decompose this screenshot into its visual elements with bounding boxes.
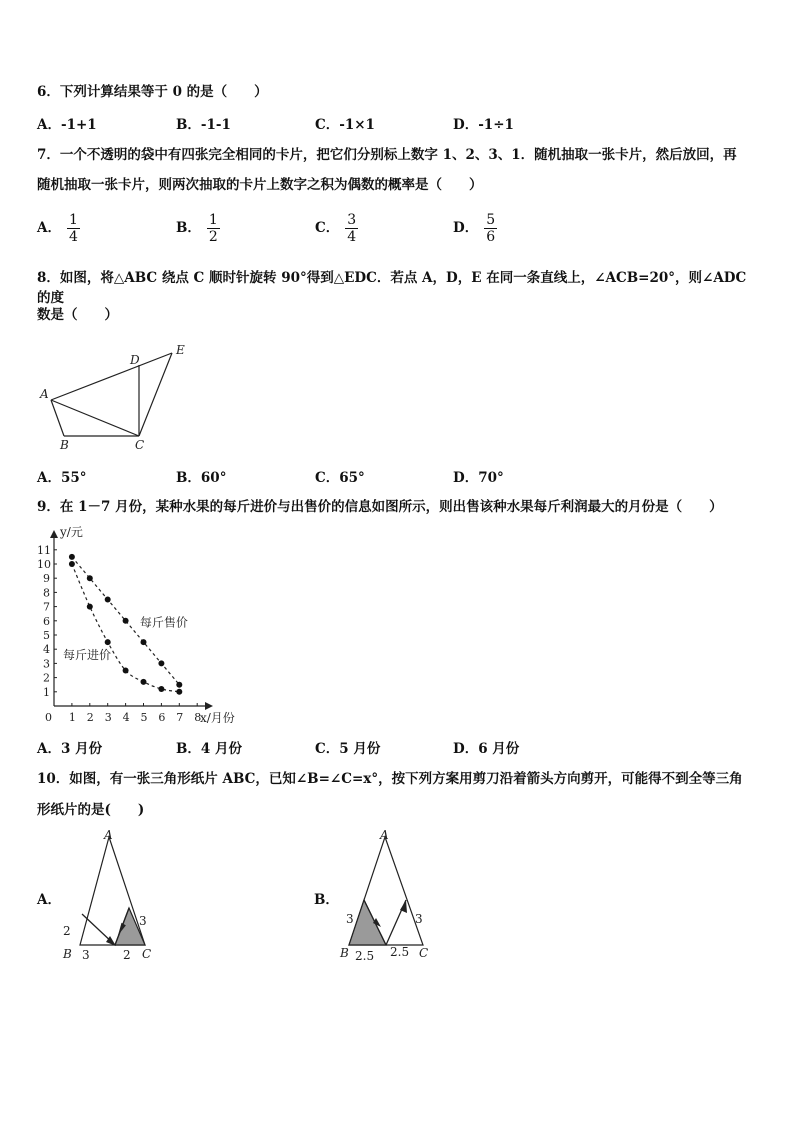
q10-figure-b (335, 830, 445, 962)
selling-price-point (123, 618, 129, 624)
x-tick-label: 8 (194, 711, 202, 724)
q10-option-a-label: A． (37, 892, 61, 908)
q8-option-a: A．55° (37, 470, 87, 486)
fraction-denominator: 4 (347, 229, 357, 245)
cost-price-point (141, 679, 147, 685)
segment-ac (51, 400, 139, 436)
q9-option-c: C．5 月份 (315, 741, 381, 757)
side-label-right: 3 (415, 912, 423, 926)
q7-option-a-letter: A． (37, 220, 61, 236)
vertex-label-a: A (104, 830, 113, 842)
q7-option-a (37, 212, 80, 245)
q7-option-c (315, 212, 358, 245)
selling-price-point (141, 639, 147, 645)
q7-option-d-fraction (484, 212, 497, 245)
y-tick-label: 10 (37, 558, 51, 571)
q10-figure-a (58, 830, 168, 962)
y-tick-label: 1 (43, 685, 50, 699)
vertex-label-c: C (135, 438, 145, 452)
selling-price-point (176, 682, 182, 688)
selling-price-point (158, 660, 164, 666)
cost-price-point (176, 689, 182, 695)
side-label-bottom-right: 2.5 (390, 945, 410, 959)
selling-price-point (69, 554, 75, 560)
question-10-line-2: 形纸片的是( ) (37, 802, 145, 818)
vertex-label-c: C (419, 946, 429, 960)
q7-option-b-letter: B． (176, 220, 201, 236)
q10-option-b-label: B． (314, 892, 339, 908)
y-tick-label: 6 (43, 614, 50, 628)
x-tick-label: 7 (176, 711, 184, 724)
q9-option-a: A．3 月份 (37, 741, 103, 757)
fraction-numerator: 3 (347, 212, 357, 228)
fraction-denominator: 2 (208, 229, 218, 245)
x-tick-label: 2 (86, 711, 94, 724)
y-tick-label: 3 (43, 657, 50, 671)
vertex-label-a: A (380, 830, 389, 842)
question-9-stem: 9．在 1－7 月份，某种水果的每斤进价与出售价的信息如图所示，则出售该种水果每斤利润最大的月份是（ ） (37, 499, 723, 515)
vertex-label-a: A (40, 387, 49, 401)
q6-option-d: D．-1÷1 (453, 117, 514, 133)
cost-price-point (87, 604, 93, 610)
y-axis-arrow-icon (50, 530, 58, 538)
question-10-line-1: 10．如图，有一张三角形纸片 ABC，已知∠B=∠C=x°，按下列方案用剪刀沿着箭头方向剪开，可能得不到全等三角 (37, 771, 743, 787)
y-tick-label: 5 (43, 629, 50, 642)
fraction-numerator: 5 (486, 212, 496, 228)
question-7-line-1: 7．一个不透明的袋中有四张完全相同的卡片，把它们分别标上数字 1、2、3、1．随机抽取一张卡片，然后放回，再 (37, 147, 737, 163)
side-label-left: 2 (63, 924, 71, 938)
q6-option-a: A．-1+1 (37, 117, 97, 133)
fraction-numerator: 1 (208, 212, 218, 228)
x-tick-label: 3 (104, 711, 112, 724)
vertex-label-c: C (142, 947, 152, 961)
x-tick-label: 4 (122, 711, 130, 724)
q7-option-b-fraction (207, 212, 220, 245)
series-label-selling-price: 每斤售价 (139, 615, 188, 630)
x-axis-label: x/月份 (200, 711, 235, 725)
segment-ec (139, 353, 172, 436)
vertex-label-b: B (340, 946, 349, 960)
q7-option-d-letter: D． (453, 220, 479, 236)
vertex-label-b: B (60, 438, 69, 452)
side-label-bottom-left: 2.5 (355, 949, 375, 962)
vertex-label-b: B (63, 947, 72, 961)
question-7-options (37, 212, 757, 252)
q6-option-b: B．-1-1 (176, 117, 231, 133)
side-label-bottom-right: 2 (123, 948, 131, 962)
question-9-options (37, 737, 757, 757)
cost-price-point (123, 668, 129, 674)
fraction-denominator: 6 (486, 229, 496, 245)
y-tick-label: 2 (43, 671, 50, 685)
y-tick-label: 7 (43, 600, 50, 614)
x-tick-label: 1 (68, 711, 76, 724)
cost-price-point (105, 639, 111, 645)
q8-option-d: D．70° (453, 470, 504, 486)
question-8-line-2: 数是（ ） (37, 307, 118, 323)
segment-ade (51, 353, 172, 400)
q9-price-chart (30, 522, 250, 728)
side-label-bottom-left: 3 (82, 948, 90, 962)
selling-price-point (105, 597, 111, 603)
side-label-left: 3 (346, 912, 354, 926)
segment-ab (51, 400, 64, 436)
question-6-stem: 6．下列计算结果等于 0 的是（ ） (37, 84, 268, 100)
q8-option-c: C．65° (315, 470, 365, 486)
series-label-cost-price: 每斤进价 (62, 648, 111, 663)
q8-option-b: B．60° (176, 470, 227, 486)
y-tick-label: 11 (37, 543, 51, 557)
side-label-right: 3 (139, 914, 147, 928)
x-tick-label: 0 (45, 711, 52, 724)
cost-price-point (69, 561, 75, 567)
x-axis-arrow-icon (205, 702, 213, 710)
cost-price-point (158, 686, 164, 692)
q8-rotation-figure (30, 338, 200, 456)
question-6-options (37, 113, 757, 133)
y-tick-label: 9 (43, 572, 50, 586)
selling-price-point (87, 575, 93, 581)
x-tick-label: 6 (158, 711, 166, 724)
question-7-line-2: 随机抽取一张卡片，则两次抽取的卡片上数字之积为偶数的概率是（ ） (37, 177, 483, 193)
q9-option-b: B．4 月份 (176, 741, 243, 757)
question-8-options (37, 466, 757, 486)
y-axis-label: y/元 (60, 525, 83, 539)
q9-option-d: D．6 月份 (453, 741, 520, 757)
y-tick-label: 4 (43, 643, 50, 657)
vertex-label-d: D (130, 353, 140, 367)
x-tick-label: 5 (140, 711, 148, 724)
vertex-label-e: E (176, 343, 185, 357)
q7-option-d (453, 212, 497, 245)
q6-option-c: C．-1×1 (315, 117, 375, 133)
q7-option-a-fraction (67, 212, 80, 245)
q7-option-c-fraction (345, 212, 358, 245)
q7-option-c-letter: C． (315, 220, 340, 236)
question-8-line-1: 8．如图，将△ABC 绕点 C 顺时针旋转 90°得到△EDC．若点 A，D，E 在同一条直线上，∠ACB=20°，则∠ADC 的度 (37, 270, 747, 306)
y-tick-label: 8 (43, 586, 50, 600)
q7-option-b (176, 212, 220, 245)
fraction-numerator: 1 (68, 212, 78, 228)
fraction-denominator: 4 (68, 229, 78, 245)
